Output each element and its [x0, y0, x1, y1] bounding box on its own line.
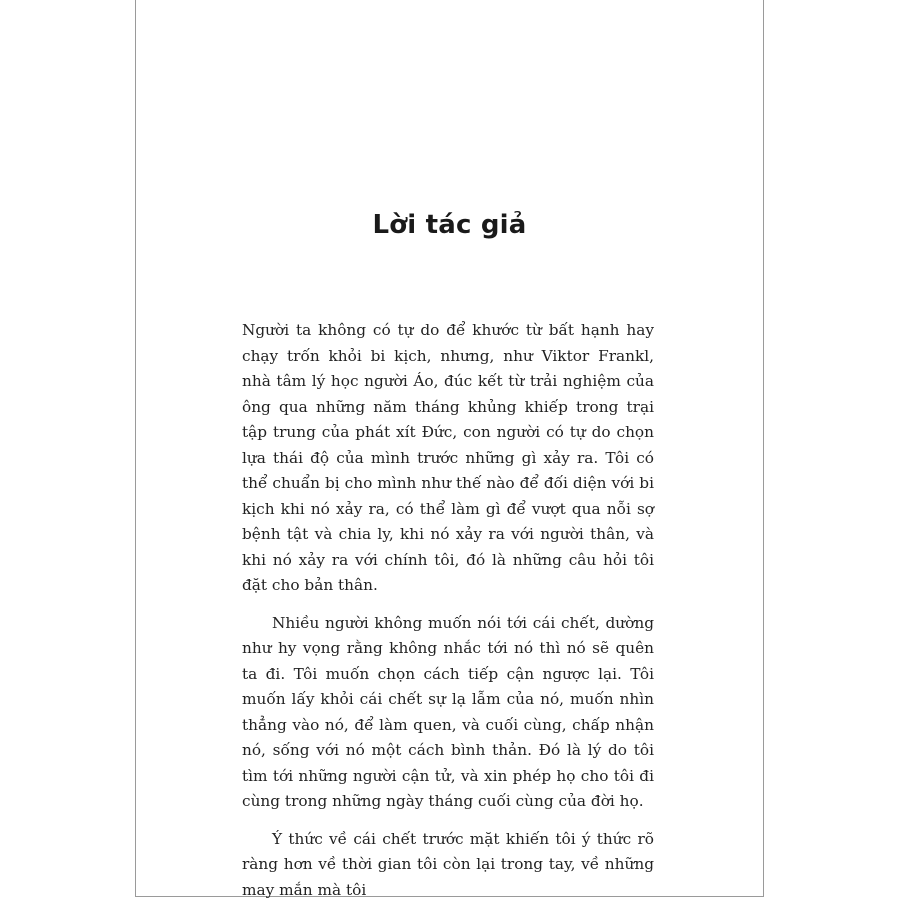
paragraph-2: Nhiều người không muốn nói tới cái chết, dường như hy vọng rằng không nhắc tới nó thì nó sẽ quên ta đi. Tôi muốn chọn cách tiếp cận ngược lại. Tôi muốn lấy khỏi cái chết sự lạ lẫm của nó, muốn nhìn thẳng vào nó, để làm quen, và cuối cùng, chấp nhận nó, sống với nó một cách bình thản. Đó là lý do tôi tìm tới những người cận tử, và xin phép họ cho tôi đi cùng trong những ngày tháng cuối cùng của đời họ.: [242, 613, 654, 810]
book-page: [135, 0, 764, 897]
page-body: [242, 318, 654, 915]
page-title: Lời tác giả: [372, 210, 527, 240]
paragraph-1: Người ta không có tự do để khước từ bất hạnh hay chạy trốn khỏi bi kịch, nhưng, như Viktor Frankl, nhà tâm lý học người Áo, đúc kết từ trải nghiệm của ông qua những năm tháng khủng khiếp trong trại tập trung của phát xít Đức, con người có tự do chọn lựa thái độ của mình trước những gì xảy ra. Tôi có thể chuẩn bị cho mình như thế nào để đối diện với bi kịch khi nó xảy ra, có thể làm gì để vượt qua nỗi sợ bệnh tật và chia ly, khi nó xảy ra với người thân, và khi nó xảy ra với chính tôi, đó là những câu hỏi tôi đặt cho bản thân.: [242, 321, 654, 594]
paragraph-3: Ý thức về cái chết trước mặt khiến tôi ý thức rõ ràng hơn về thời gian tôi còn lại trong tay, về những may mắn mà tôi: [242, 829, 654, 899]
